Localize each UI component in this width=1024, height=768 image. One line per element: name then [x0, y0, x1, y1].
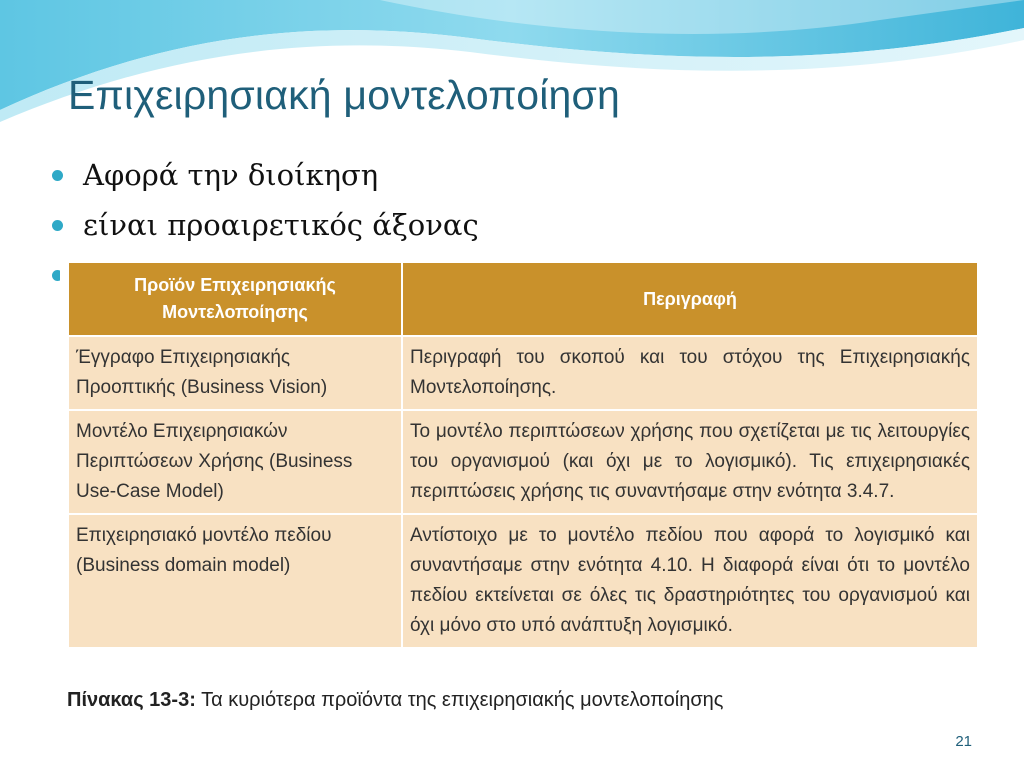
table-header-row — [68, 262, 978, 336]
table-caption — [67, 689, 723, 712]
cell-product: Μοντέλο Επιχειρησιακών Περιπτώσεων Χρήσης (Business Use-Case Model) — [68, 410, 402, 514]
bullet-list — [52, 150, 479, 250]
header-description: Περιγραφή — [402, 262, 978, 336]
caption-label: Πίνακας 13-3: — [67, 689, 196, 711]
bullet-text: είναι προαιρετικός άξονας — [83, 208, 479, 242]
cell-description: Αντίστοιχο με το μοντέλο πεδίου που αφορά το λογισμικό και συναντήσαμε στην ενότητα 4.10. Η διαφορά είναι ότι το μοντέλο πεδίου εκτείνεται σε όλες τις δραστηριότητες του οργανισμού και όχι μόνο στο υπό ανάπτυξη λογισμικό. — [402, 514, 978, 648]
decorative-wave-header — [0, 0, 1024, 140]
cell-product: Επιχειρησιακό μοντέλο πεδίου (Business domain model) — [68, 514, 402, 648]
bullet-dot-icon — [52, 220, 63, 231]
header-product: Προϊόν Επιχειρησιακής Μοντελοποίησης — [68, 262, 402, 336]
bullet-item — [52, 150, 479, 200]
table-figure — [60, 257, 982, 727]
cell-description: Περιγραφή του σκοπού και του στόχου της Επιχειρησιακής Μοντελοποίησης. — [402, 336, 978, 410]
table-row — [68, 514, 978, 648]
slide-number: 21 — [955, 733, 972, 750]
bullet-item — [52, 200, 479, 250]
table-row — [68, 410, 978, 514]
cell-description: Το μοντέλο περιπτώσεων χρήσης που σχετίζεται με τις λειτουργίες του οργανισμού (και όχι με το λογισμικό). Τις επιχειρησιακές περιπτώσεις χρήσης τις συναντήσαμε στην ενότητα 3.4.7. — [402, 410, 978, 514]
bullet-dot-icon — [52, 170, 63, 181]
products-table — [67, 261, 979, 649]
slide-title: Επιχειρησιακή μοντελοποίηση — [68, 72, 621, 118]
table-row — [68, 336, 978, 410]
cell-product: Έγγραφο Επιχειρησιακής Προοπτικής (Business Vision) — [68, 336, 402, 410]
bullet-text: Αφορά την διοίκηση — [83, 158, 379, 192]
caption-text: Τα κυριότερα προϊόντα της επιχειρησιακής μοντελοποίησης — [201, 689, 724, 711]
